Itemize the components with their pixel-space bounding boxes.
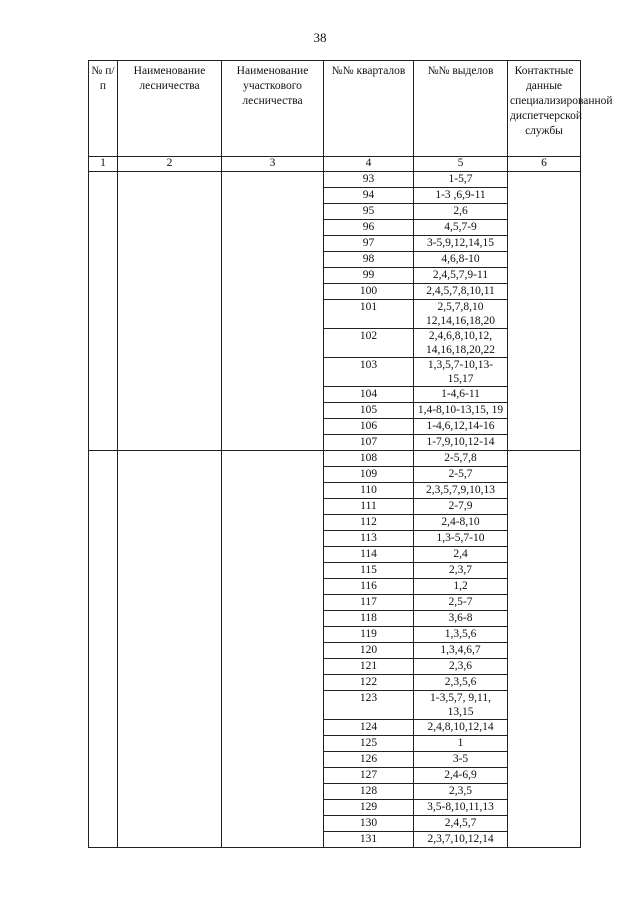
quarter-cell: 116: [324, 579, 414, 595]
quarter-cell: 125: [324, 736, 414, 752]
column-number-row: [89, 157, 581, 172]
blank-contacts-cell: [508, 451, 581, 848]
quarter-cell: 96: [324, 220, 414, 236]
sections-cell: 1-3 ,6,9-11: [414, 188, 508, 204]
quarter-cell: 95: [324, 204, 414, 220]
quarter-cell: 107: [324, 435, 414, 451]
quarter-cell: 114: [324, 547, 414, 563]
quarter-cell: 124: [324, 720, 414, 736]
quarter-cell: 112: [324, 515, 414, 531]
table-row: [89, 451, 581, 467]
quarter-cell: 115: [324, 563, 414, 579]
sections-cell: 1-4,6-11: [414, 387, 508, 403]
blank-number-cell: [89, 172, 118, 451]
column-number: 5: [414, 157, 508, 172]
blank-contacts-cell: [508, 172, 581, 451]
quarter-cell: 97: [324, 236, 414, 252]
page-number: 38: [313, 30, 327, 45]
sections-cell: 4,5,7-9: [414, 220, 508, 236]
sections-cell: 2,4-8,10: [414, 515, 508, 531]
sections-cell: 2,3,7,10,12,14: [414, 832, 508, 848]
sections-cell: 2,4,8,10,12,14: [414, 720, 508, 736]
quarter-cell: 120: [324, 643, 414, 659]
sections-cell: 1,2: [414, 579, 508, 595]
quarter-cell: 113: [324, 531, 414, 547]
quarter-cell: 106: [324, 419, 414, 435]
quarter-cell: 93: [324, 172, 414, 188]
quarter-cell: 104: [324, 387, 414, 403]
sections-cell: 3-5: [414, 752, 508, 768]
sections-cell: 2,4,5,7,8,10,11: [414, 284, 508, 300]
quarter-cell: 100: [324, 284, 414, 300]
sections-cell: 2,4-6,9: [414, 768, 508, 784]
sections-cell: 2,3,6: [414, 659, 508, 675]
sections-cell: 2-5,7: [414, 467, 508, 483]
sections-cell: 2,3,5,7,9,10,13: [414, 483, 508, 499]
sections-cell: 1: [414, 736, 508, 752]
quarter-cell: 111: [324, 499, 414, 515]
blank-number-cell: [89, 451, 118, 848]
sections-cell: 1-3,5,7, 9,11, 13,15: [414, 691, 508, 720]
sections-cell: 2,4,5,7,9-11: [414, 268, 508, 284]
quarter-cell: 128: [324, 784, 414, 800]
blank-district-cell: [222, 451, 324, 848]
sections-cell: 1,3,5,7-10,13- 15,17: [414, 358, 508, 387]
sections-cell: 1,4-8,10-13,15, 19: [414, 403, 508, 419]
quarter-cell: 119: [324, 627, 414, 643]
column-number: 2: [118, 157, 222, 172]
column-number: 1: [89, 157, 118, 172]
quarter-cell: 123: [324, 691, 414, 720]
column-number: 4: [324, 157, 414, 172]
header-contacts: Контактные данные специализированной диспетчерской службы: [508, 61, 581, 157]
quarter-cell: 98: [324, 252, 414, 268]
sections-cell: 2,6: [414, 204, 508, 220]
quarter-cell: 122: [324, 675, 414, 691]
sections-cell: 3-5,9,12,14,15: [414, 236, 508, 252]
sections-cell: 1,3,4,6,7: [414, 643, 508, 659]
sections-cell: 2,3,7: [414, 563, 508, 579]
blank-district-cell: [222, 172, 324, 451]
quarter-cell: 126: [324, 752, 414, 768]
sections-cell: 4,6,8-10: [414, 252, 508, 268]
sections-cell: 2,5,7,8,10 12,14,16,18,20: [414, 300, 508, 329]
quarter-cell: 105: [324, 403, 414, 419]
sections-cell: 2,5-7: [414, 595, 508, 611]
quarter-cell: 117: [324, 595, 414, 611]
quarter-cell: 103: [324, 358, 414, 387]
quarter-cell: 131: [324, 832, 414, 848]
sections-cell: 2-7,9: [414, 499, 508, 515]
sections-cell: 3,6-8: [414, 611, 508, 627]
header-forestry: Наименование лесничества: [118, 61, 222, 157]
sections-cell: 3,5-8,10,11,13: [414, 800, 508, 816]
header-district-forestry: Наименование участкового лесничества: [222, 61, 324, 157]
sections-cell: 2,4,6,8,10,12, 14,16,18,20,22: [414, 329, 508, 358]
sections-cell: 2,3,5: [414, 784, 508, 800]
header-row: [89, 61, 581, 157]
sections-cell: 1,3-5,7-10: [414, 531, 508, 547]
header-number: № п/п: [89, 61, 118, 157]
quarter-cell: 99: [324, 268, 414, 284]
quarter-cell: 130: [324, 816, 414, 832]
table-row: [89, 172, 581, 188]
quarter-cell: 108: [324, 451, 414, 467]
sections-cell: 1-7,9,10,12-14: [414, 435, 508, 451]
header-quarters: №№ кварталов: [324, 61, 414, 157]
sections-cell: 2,4: [414, 547, 508, 563]
quarter-cell: 101: [324, 300, 414, 329]
column-number: 6: [508, 157, 581, 172]
quarter-cell: 127: [324, 768, 414, 784]
sections-cell: 2,4,5,7: [414, 816, 508, 832]
sections-cell: 1-4,6,12,14-16: [414, 419, 508, 435]
blank-forestry-cell: [118, 172, 222, 451]
quarter-cell: 109: [324, 467, 414, 483]
quarter-cell: 121: [324, 659, 414, 675]
quarter-cell: 129: [324, 800, 414, 816]
quarter-cell: 94: [324, 188, 414, 204]
column-number: 3: [222, 157, 324, 172]
sections-cell: 2,3,5,6: [414, 675, 508, 691]
quarter-cell: 110: [324, 483, 414, 499]
sections-cell: 1,3,5,6: [414, 627, 508, 643]
blank-forestry-cell: [118, 451, 222, 848]
header-sections: №№ выделов: [414, 61, 508, 157]
quarter-cell: 102: [324, 329, 414, 358]
sections-cell: 1-5,7: [414, 172, 508, 188]
quarter-cell: 118: [324, 611, 414, 627]
sections-cell: 2-5,7,8: [414, 451, 508, 467]
forestry-table: [88, 60, 613, 848]
